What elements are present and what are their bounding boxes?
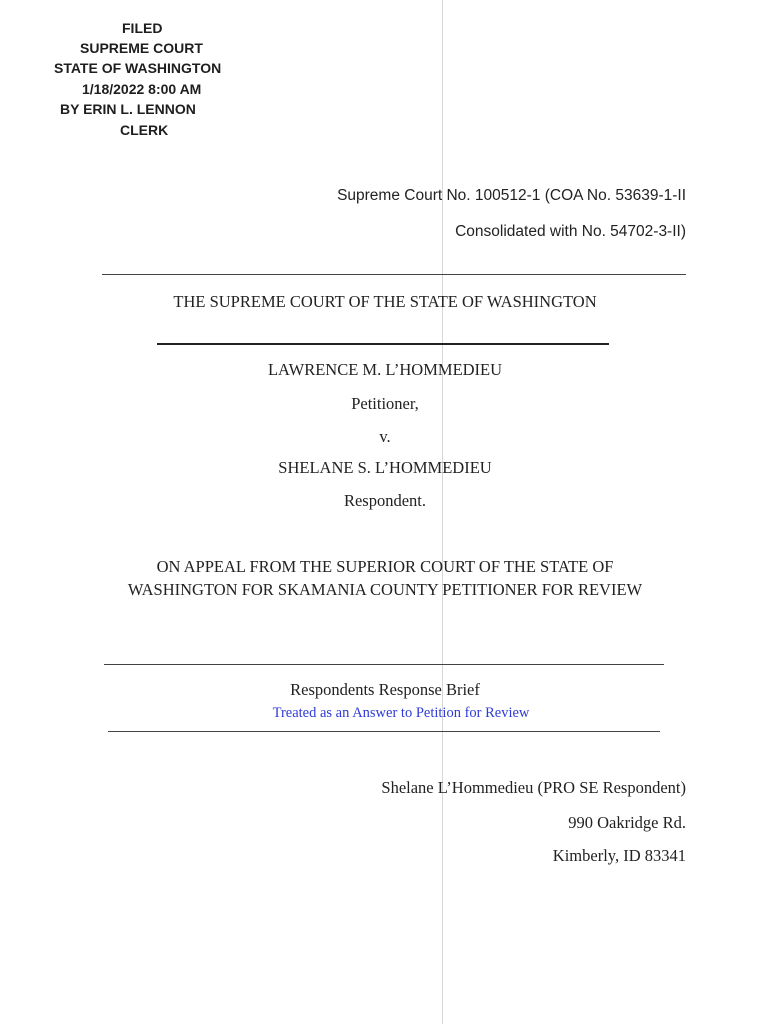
appeal-line-1: ON APPEAL FROM THE SUPERIOR COURT OF THE STATE OF [156,557,614,576]
appeal-line-2: WASHINGTON FOR SKAMANIA COUNTY PETITIONER FOR REVIEW [127,580,643,599]
stamp-datetime: 1/18/2022 8:00 AM [82,81,202,97]
case-number-line-1: Supreme Court No. 100512-1 (COA No. 53639-1-II [337,187,686,204]
rule-below-brief [108,731,660,732]
respondent-street-address: 990 Oakridge Rd. [568,813,686,832]
stamp-state: STATE OF WASHINGTON [54,60,222,76]
respondent-city-state-zip: Kimberly, ID 83341 [552,846,686,865]
respondent-role: Respondent. [343,491,427,510]
petitioner-name: LAWRENCE M. L’HOMMEDIEU [267,360,503,379]
stamp-filed: FILED [122,20,163,36]
stamp-clerk-title: CLERK [120,122,169,138]
court-title: THE SUPREME COURT OF THE STATE OF WASHINGTON [173,292,597,311]
case-number-line-2: Consolidated with No. 54702-3-II) [455,223,686,240]
petitioner-role: Petitioner, [351,394,419,413]
respondent-signature-name: Shelane L’Hommedieu (PRO SE Respondent) [381,778,686,797]
stamp-court: SUPREME COURT [80,40,203,56]
scan-fold-line [442,0,443,1024]
rule-top [102,274,686,275]
brief-annotation: Treated as an Answer to Petition for Review [272,705,530,721]
versus: v. [379,427,391,446]
rule-under-title [157,343,609,345]
rule-above-brief [104,664,664,665]
respondent-name: SHELANE S. L’HOMMEDIEU [278,458,492,477]
brief-title: Respondents Response Brief [290,680,480,699]
stamp-clerk-name: BY ERIN L. LENNON [60,101,196,117]
